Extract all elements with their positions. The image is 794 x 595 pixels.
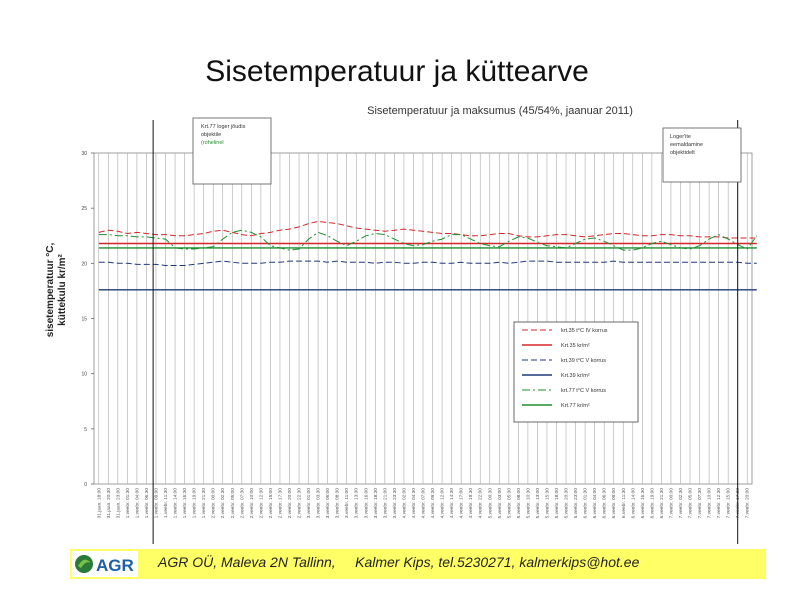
x-tick-label: 6.veebr. 09:00 (612, 488, 618, 519)
x-tick-label: 4.veebr. 22:00 (478, 488, 484, 519)
x-tick-label: 1.veebr. 04:00 (135, 488, 141, 519)
x-tick-label: 3.veebr. 13:30 (354, 488, 360, 519)
x-tick-label: 31.jaan. 20:30 (106, 488, 112, 519)
annotation-text: Krt.77 loger jõudis (201, 124, 246, 130)
x-tick-label: 3.veebr. 21:00 (383, 488, 389, 519)
logo-text: AGR (96, 556, 134, 575)
x-tick-label: 31.jaan. 18:00 (97, 488, 103, 519)
x-tick-label: 7.veebr. 15:00 (726, 488, 732, 519)
annotation-text: objektile (201, 132, 222, 138)
x-tick-label: 5.veebr. 03:00 (497, 488, 503, 519)
x-tick-label: 31.jaan. 23:00 (116, 488, 122, 519)
x-tick-label: 4.veebr. 17:00 (459, 488, 465, 519)
x-tick-label: 3.veebr. 16:00 (364, 488, 370, 519)
x-tick-label: 2.veebr. 05:00 (230, 488, 236, 519)
x-tick-label: 7.veebr. 20:00 (745, 488, 751, 519)
x-tick-label: 7.veebr. 10:00 (707, 488, 713, 519)
x-tick-label: 6.veebr. 16:30 (640, 488, 646, 519)
x-tick-label: 5.veebr. 10:30 (526, 488, 532, 519)
x-tick-label: 3.veebr. 23:30 (392, 488, 398, 519)
y-tick-label: 10 (81, 371, 87, 378)
x-tick-label: 1.veebr. 09:00 (154, 488, 160, 519)
annotation-text: Loger'ite (670, 134, 691, 140)
annotation-text: eemaldamine (670, 142, 704, 148)
annotation-text: objektidelt (670, 150, 695, 156)
x-tick-label: 4.veebr. 02:00 (402, 488, 408, 519)
annotation-text: (rohelinel (201, 140, 224, 146)
x-tick-label: 2.veebr. 15:00 (268, 488, 274, 519)
x-tick-label: 1.veebr. 16:30 (183, 488, 189, 519)
x-tick-label: 3.veebr. 11:00 (345, 488, 351, 519)
y-tick-label: 15 (81, 316, 87, 323)
legend-label: krt.35 t°C IV korrus (561, 328, 608, 334)
x-tick-label: 7.veebr. 02:30 (678, 488, 684, 519)
x-tick-label: 2.veebr. 10:00 (249, 488, 255, 519)
x-tick-label: 4.veebr. 12:00 (440, 488, 446, 519)
x-tick-label: 3.veebr. 01:00 (307, 488, 313, 519)
x-tick-label: 2.veebr. 20:00 (287, 488, 293, 519)
legend (514, 322, 638, 422)
y-tick-label: 0 (84, 482, 87, 488)
x-tick-label: 5.veebr. 20:30 (564, 488, 570, 519)
x-tick-label: 5.veebr. 18:00 (555, 488, 561, 519)
y-tick-label: 30 (81, 151, 87, 157)
x-tick-label: 1.veebr. 11:30 (164, 488, 170, 519)
chart-title: Sisetemperatuur ja maksumus (45/54%, jaanuar 2011) (367, 105, 633, 117)
x-tick-label: 4.veebr. 09:30 (431, 488, 437, 519)
y-axis (81, 151, 94, 488)
x-tick-label: 4.veebr. 07:00 (421, 488, 427, 519)
x-tick-label: 1.veebr. 19:00 (192, 488, 198, 519)
x-tick-label: 7.veebr. 17:30 (736, 488, 742, 519)
x-tick-label: 6.veebr. 21:30 (659, 488, 665, 519)
x-tick-label: 5.veebr. 15:30 (545, 488, 551, 519)
slide-title: Sisetemperatuur ja küttearve (205, 55, 589, 88)
x-tick-label: 2.veebr. 00:00 (211, 488, 217, 519)
y-axis-label-line1: sisetemperatuur °C, (45, 242, 56, 338)
x-tick-label: 7.veebr. 07:30 (698, 488, 704, 519)
x-tick-label: 7.veebr. 05:00 (688, 488, 694, 519)
footer-contact-text: AGR OÜ, Maleva 2N Tallinn, Kalmer Kips, tel.5230271, kalmerkips@hot.ee (158, 554, 640, 570)
x-tick-label: 6.veebr. 01:30 (583, 488, 589, 519)
x-tick-label: 5.veebr. 08:00 (516, 488, 522, 519)
x-tick-label: 2.veebr. 12:30 (259, 488, 265, 519)
agr-logo (72, 551, 138, 577)
y-tick-label: 5 (84, 426, 87, 433)
x-tick-label: 3.veebr. 08:30 (335, 488, 341, 519)
legend-label: krt.77 t°C V korrus (561, 388, 606, 394)
x-tick-label: 6.veebr. 19:00 (650, 488, 656, 519)
x-tick-label: 6.veebr. 14:00 (631, 488, 637, 519)
x-tick-label: 2.veebr. 07:30 (240, 488, 246, 519)
x-tick-label: 3.veebr. 03:30 (316, 488, 322, 519)
x-tick-label: 3.veebr. 06:00 (326, 488, 332, 519)
legend-label: Krt.35 kr/m² (561, 343, 590, 349)
x-tick-label: 1.veebr. 14:00 (173, 488, 179, 519)
legend-label: Krt.77 kr/m² (561, 403, 590, 409)
footer-bar (70, 549, 766, 579)
x-tick-label: 3.veebr. 18:30 (373, 488, 379, 519)
x-tick-label: 6.veebr. 04:00 (593, 488, 599, 519)
legend-label: Krt.39 kr/m² (561, 373, 590, 379)
x-tick-label: 7.veebr. 00:00 (669, 488, 675, 519)
x-tick-label: 5.veebr. 05:30 (507, 488, 513, 519)
x-tick-label: 4.veebr. 04:30 (411, 488, 417, 519)
x-tick-label: 1.veebr. 06:30 (144, 488, 150, 519)
x-tick-label: 1.veebr. 01:30 (125, 488, 131, 519)
x-axis (96, 488, 750, 519)
x-tick-label: 5.veebr. 00:30 (488, 488, 494, 519)
legend-label: krt.39 t°C V korrus (561, 358, 606, 364)
x-tick-label: 4.veebr. 14:30 (450, 488, 456, 519)
x-tick-label: 2.veebr. 02:30 (221, 488, 227, 519)
x-tick-label: 1.veebr. 21:30 (202, 488, 208, 519)
x-tick-label: 5.veebr. 23:00 (574, 488, 580, 519)
y-axis-label-line2: küttekulu kr/m² (57, 254, 68, 326)
x-tick-label: 5.veebr. 13:00 (535, 488, 541, 519)
x-tick-label: 7.veebr. 12:30 (717, 488, 723, 519)
x-tick-label: 2.veebr. 22:30 (297, 488, 303, 519)
x-tick-label: 6.veebr. 06:30 (602, 488, 608, 519)
chart-grid (94, 153, 752, 484)
x-tick-label: 6.veebr. 11:30 (621, 488, 627, 519)
x-tick-label: 2.veebr. 17:30 (278, 488, 284, 519)
y-tick-label: 25 (81, 206, 87, 213)
y-tick-label: 20 (81, 261, 87, 268)
x-tick-label: 4.veebr. 19:30 (469, 488, 475, 519)
